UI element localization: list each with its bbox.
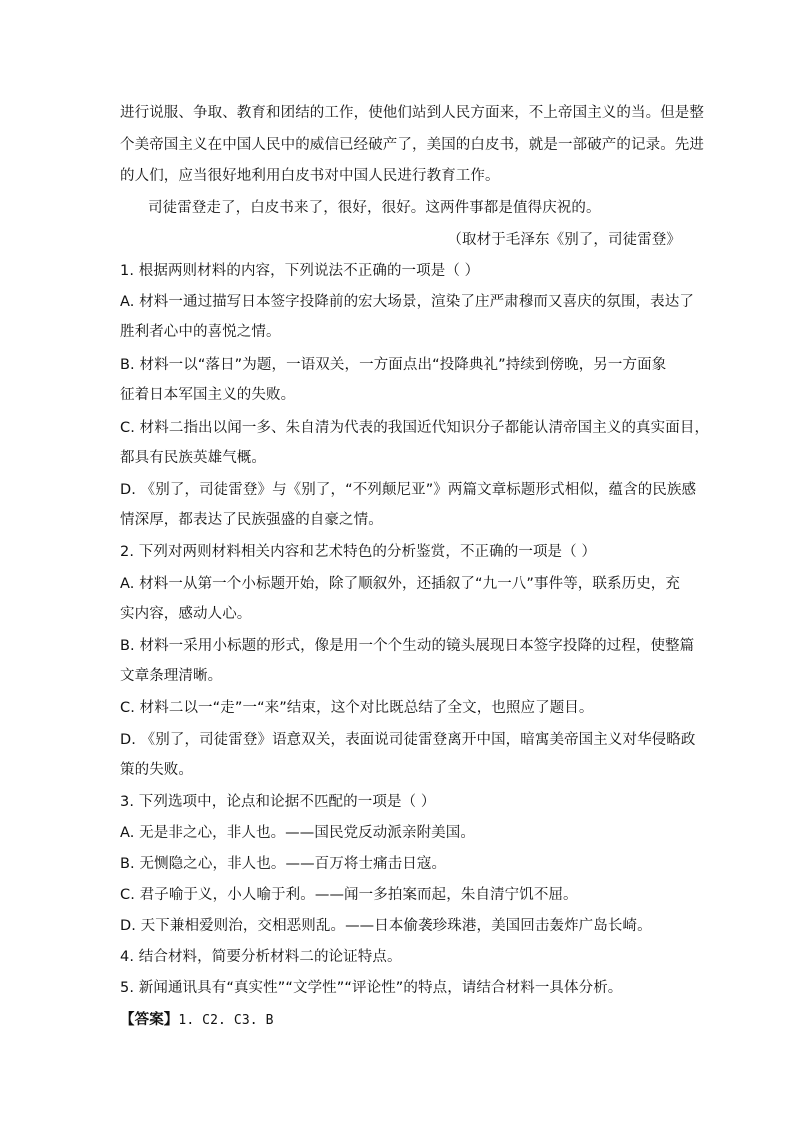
source-citation: （取材于毛泽东《别了，司徒雷登》 [447, 232, 681, 248]
question-1-option-b-cont: 征着日本军国主义的失败。 [120, 387, 296, 403]
question-2-option-b-cont: 文章条理清晰。 [120, 668, 223, 684]
question-1-option-c-cont: 都具有民族英雄气概。 [120, 450, 266, 466]
question-1-option-c: C. 材料二指出以闻一多、朱自清为代表的我国近代知识分子都能认清帝国主义的真实面目， [120, 420, 710, 436]
material2-paragraph-line: 进行说服、争取、教育和团结的工作，使他们站到人民方面来，不上帝国主义的当。但是整 [120, 105, 704, 121]
question-3-option-b: B. 无恻隐之心，非人也。——百万将士痛击日寇。 [120, 856, 447, 872]
question-1-option-b: B. 材料一以“落日”为题，一语双关，一方面点出“投降典礼”持续到傍晚，另一方面象 [120, 357, 667, 373]
material2-paragraph-line: 个美帝国主义在中国人民中的威信已经破产了，美国的白皮书，就是一部破产的记录。先进 [120, 137, 704, 153]
question-1-option-d: D. 《别了，司徒雷登》与《别了，“不列颠尼亚”》两篇文章标题形式相似，蕴含的民族感 [120, 482, 697, 498]
question-3-option-a: A. 无是非之心，非人也。——国民党反动派亲附美国。 [120, 825, 475, 841]
question-2-option-a-cont: 实内容，感动人心。 [120, 606, 252, 622]
answer-line [120, 1010, 680, 1031]
material2-paragraph-line: 的人们，应当很好地利用白皮书对中国人民进行教育工作。 [120, 168, 500, 184]
question-1-option-d-cont: 情深厚，都表达了民族强盛的自豪之情。 [120, 512, 383, 528]
question-2-option-d-cont: 策的失败。 [120, 762, 193, 778]
question-3-option-d: D. 天下兼相爱则治，交相恶则乱。——日本偷袭珍珠港，美国回击轰炸广岛长崎。 [120, 918, 652, 934]
question-1-option-a-cont: 胜利者心中的喜悦之情。 [120, 324, 281, 340]
question-3-stem: 3. 下列选项中，论点和论据不匹配的一项是（ ） [120, 794, 436, 810]
answer-text: 1. C2. C3. B [178, 1013, 274, 1028]
question-2-option-d: D. 《别了，司徒雷登》语意双关，表面说司徒雷登离开中国，暗寓美帝国主义对华侵略政 [120, 732, 696, 748]
question-3-option-c: C. 君子喻于义，小人喻于利。——闻一多拍案而起，朱自清宁饥不屈。 [120, 887, 578, 903]
question-1-stem: 1. 根据两则材料的内容，下列说法不正确的一项是（ ） [120, 263, 480, 279]
question-5-stem: 5. 新闻通讯具有“真实性”“文学性”“评论性”的特点，请结合材料一具体分析。 [120, 980, 623, 996]
answer-label: 【答案】 [120, 1012, 179, 1028]
question-2-option-a: A. 材料一从第一个小标题开始，除了顺叙外，还插叙了“九一八”事件等，联系历史，充 [120, 576, 681, 592]
question-2-stem: 2. 下列对两则材料相关内容和艺术特色的分析鉴赏，不正确的一项是（ ） [120, 544, 597, 560]
question-2-option-c: C. 材料二以一“走”一“来”结束，这个对比既总结了全文，也照应了题目。 [120, 700, 594, 716]
question-2-option-b: B. 材料一采用小标题的形式，像是用一个个生动的镜头展现日本签字投降的过程，使整篇 [120, 638, 695, 654]
question-1-option-a: A. 材料一通过描写日本签字投降前的宏大场景，渲染了庄严肃穆而又喜庆的氛围，表达了 [120, 294, 694, 310]
question-4-stem: 4. 结合材料，简要分析材料二的论证特点。 [120, 949, 402, 965]
material2-closing-line: 司徒雷登走了，白皮书来了，很好，很好。这两件事都是值得庆祝的。 [148, 200, 601, 216]
